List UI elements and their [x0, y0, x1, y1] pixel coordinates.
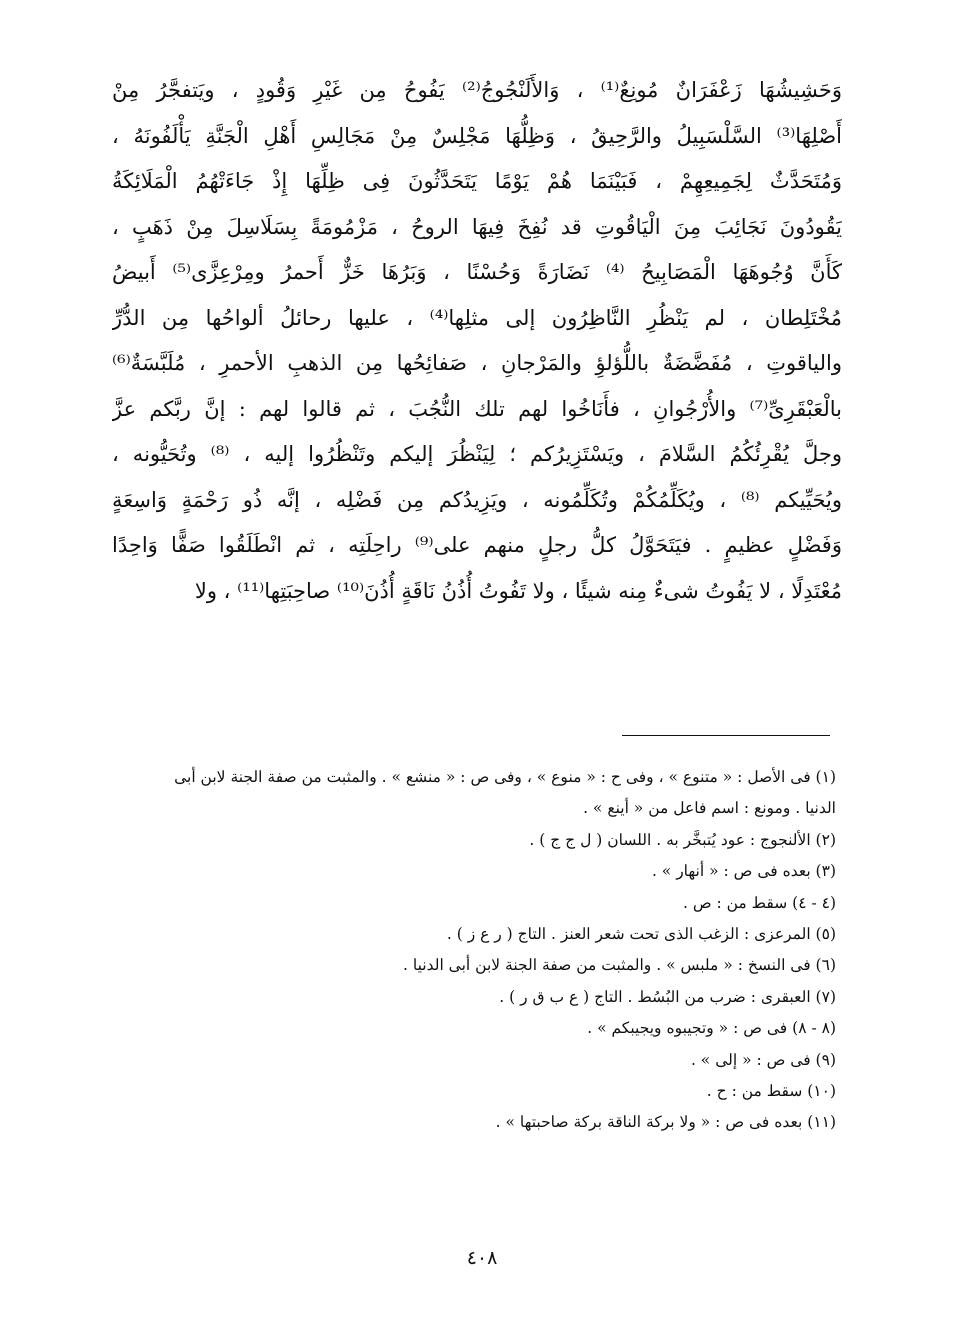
text-line: بالْعَبْقَرِىِّ⁽⁷⁾ والأُرْجُوانِ ، فأَنَاخُوا لهم تلك النُّجُبَ ، ثم قالوا لهم : إنَّ ربَّكم عزَّ	[112, 396, 842, 421]
footnote-line: (٦) فى النسخ : « ملبس » . والمثبت من صفة الجنة لابن أبى الدنيا .	[403, 956, 836, 975]
footnotes	[122, 762, 836, 1139]
main-text	[112, 68, 842, 614]
footnote-line: (٢) الألنجوج : عود يُتبخَّر به . اللسان ( ل ج ج ) .	[529, 830, 836, 849]
footnote-line: الدنيا . ومونع : اسم فاعل من « أينع » .	[583, 799, 836, 818]
text-line: ويُحَيِّيكم ⁽⁸⁾ ، ويُكَلِّمُكُمْ وتُكَلِّمُونه ، ويَزِيدُكم مِن فَضْلِه ، إنَّه ذُو رَحْمَةٍ وَاسِعَةٍ	[112, 487, 842, 512]
text-line: وجلَّ يُقْرِئُكُمُ السَّلامَ ، ويَسْتَزِيرُكم ؛ لِيَنْظُرَ إليكم وتَنْظُرُوا إليه ، ⁽⁸⁾ وتُحَيُّونه ،	[112, 442, 842, 466]
footnote-line: (٧) العبقرى : ضرب من البُسُط . التاج ( ع ب ق ر ) .	[499, 987, 836, 1006]
footnote-divider	[622, 735, 830, 736]
text-line: مُخْتَلِطان ، لم يَنْظُرِ النَّاظِرُون إلى مثلِها⁽⁴⁾ ، عليها رحائلُ ألواحُها مِن الدُّرِّ	[112, 305, 842, 330]
footnote-line: (٥) المرعزى : الزغب الذى تحت شعر العنز . التاج ( ر ع ز ) .	[446, 925, 836, 944]
text-line: وَفَضْلٍ عظيمٍ . فيَتَحَوَّلُ كلُّ رجلٍ منهم على⁽⁹⁾ راحِلَتِه ، ثم انْطَلَقُوا صَفًّا وَاحِدًا	[112, 533, 842, 557]
text-line: كَأَنَّ وُجُوهَهَا الْمَصَابِيحُ ⁽⁴⁾ نَضَارَةً وَحُسْنًا ، وَبَرُهَا خَزٌّ أَحمرُ ومِرْعِزَّى⁽⁵⁾ أَبيضُ	[112, 260, 842, 284]
footnote-line: (٣) بعده فى ص : « أنهار » .	[651, 862, 836, 881]
footnote-line: (٨ - ٨) فى ص : « وتجيبوه ويجيبكم » .	[587, 1019, 836, 1038]
footnote-line: (١) فى الأصل : « متنوع » ، وفى ح : « منوع » ، وفى ص : « منشع » . والمثبت من صفة الجنة لابن أبى	[174, 768, 836, 786]
footnote-line: (١١) بعده فى ص : « ولا بركة الناقة بركة صاحبتها » .	[495, 1113, 836, 1132]
text-line: مُعْتَدِلًا ، لا يَفُوتُ شىءٌ مِنه شيئًا ، ولا تَفُوتُ أُذُنُ نَاقَةٍ أُذُنَ⁽¹⁰⁾ صاحِبَتِها⁽¹¹⁾ ، ولا	[194, 578, 842, 603]
footnote-line: (٩) فى ص : « إلى » .	[690, 1050, 836, 1069]
text-line: أَصْلِهَا⁽³⁾ السَّلْسَبِيلُ والرَّحِيقُ ، وَظِلُّهَا مَجْلِسٌ مِنْ مَجَالِسِ أَهْلِ الْجَنَّةِ يَأْلَفُونَهُ ،	[112, 123, 842, 148]
page-number: ٤٠٨	[466, 1247, 498, 1269]
text-line: وَمُتَحَدَّثٌ لِجَمِيعِهِمْ ، فَبَيْنَمَا هُمْ يَوْمًا يَتَحَدَّثُونَ فِى ظِلِّهَا إِذْ جَاءَتْهُمُ الْمَلَائِكَةُ	[112, 169, 842, 193]
footnote-line: (١٠) سقط من : ح .	[706, 1082, 836, 1101]
footnote-line: (٤ - ٤) سقط من : ص .	[682, 893, 836, 912]
text-line: يَقُودُونَ نَجَائِبَ مِنَ الْيَاقُوتِ قد نُفِخَ فِيهَا الروحُ ، مَزْمُومَةً بِسَلَاسِلَ مِنْ ذَهَبٍ ،	[112, 214, 842, 239]
text-line: والياقوتِ ، مُفَضَّضَةٌ باللُّؤلؤِ والمَرْجانِ ، صَفائِحُها مِن الذهبِ الأحمرِ ، مُلَبَّسَةٌ⁽⁶⁾	[112, 351, 842, 375]
text-line: وَحَشِيشُهَا زَعْفَرَانٌ مُونِعٌ⁽¹⁾ ، وَالأَلَنْجُوجُ⁽²⁾ يَفُوحُ مِن غَيْرِ وَقُودٍ ، ويَتفجَّرُ مِنْ	[112, 78, 842, 102]
